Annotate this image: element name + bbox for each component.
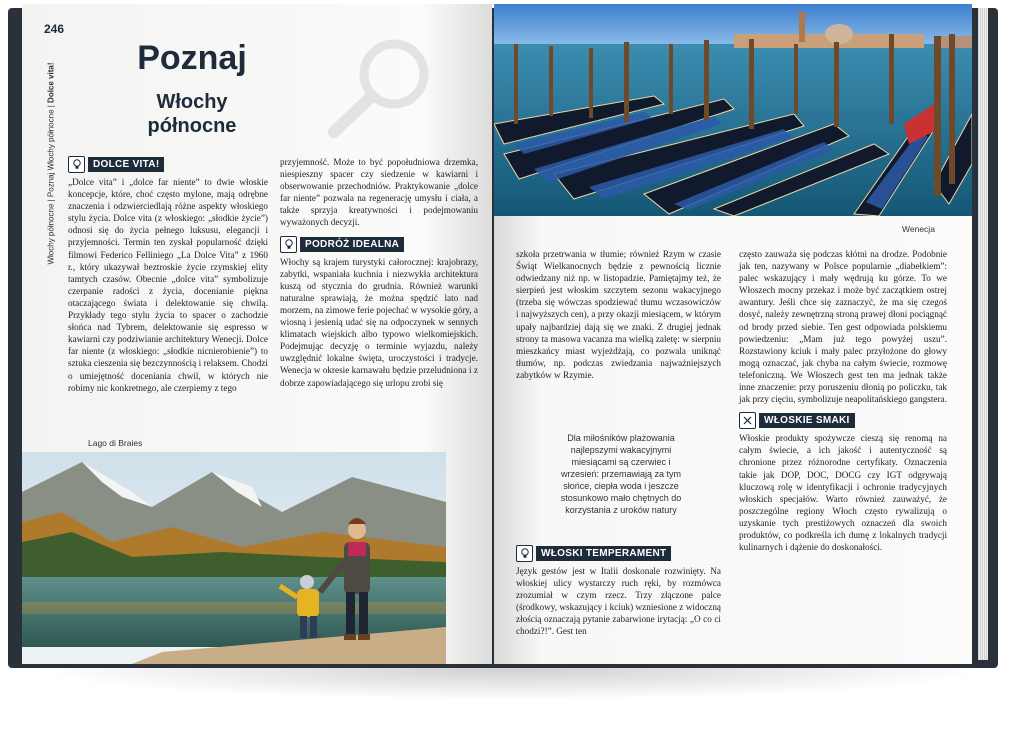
runner-prefix: Włochy północne | Poznaj Włochy północne | — [46, 102, 56, 265]
right-page — [494, 4, 972, 664]
page-subtitle — [107, 90, 277, 138]
photo-caption: Lago di Braies — [88, 438, 143, 448]
page-edges — [978, 8, 988, 660]
left-page — [22, 4, 492, 664]
pull-quote: Dla miłośników plażowania najlepszymi wakacyjnymi miesiącami są czerwiec i wrzesień: przemawiają za tym słońce, ciepła woda i jeszcze stosunkowo mało chętnych do korzystania z uroków natury — [560, 433, 682, 515]
section-smaki-heading — [739, 412, 947, 429]
runner-bold: Dolce vita! — [46, 62, 56, 103]
photo-caption: Wenecja — [902, 224, 935, 234]
lightbulb-icon — [516, 545, 533, 562]
magnifier-icon — [322, 32, 442, 142]
section-dolce-vita-heading — [68, 156, 268, 173]
section-tag: DOLCE VITA! — [88, 157, 164, 172]
column-2 — [280, 156, 478, 389]
lightbulb-icon — [280, 236, 297, 253]
running-header — [36, 54, 62, 284]
smaki-text: Włoskie produkty spożywcze cieszą się renomą na całym świecie, a ich jakość i autentyczność są chronione przez różnorodne certyfikaty. Oznaczenia takie jak DOP, DOC, DOCG czy IGT odgrywają kluczową rolę w identyfikacji i ochronie tradycyjnych włoskich specjałów. Warto również zauważyć, że poszczególne regiony Włoch często rywalizują o uzyskanie tych prestiżowych oznaczeń dla swoich produktów, co podkreśla ich dumę z lokalnych tradycji kulinarnych i dążenie do doskonałości. — [739, 433, 947, 553]
column-4 — [739, 248, 947, 553]
temperament-text: Język gestów jest w Italii doskonale rozwinięty. Na włoskiej ulicy wystarczy ruch ręki, by rozmówca zrozumiał w czym rzecz. Trzy złączone palce (środkowy, wskazujący i kciuk) wzniesione z widoczną złością oznaczają pytanie zabarwione irytacją: „O co ci chodzi?!”. Gest ten — [516, 566, 721, 637]
column-3-lower — [516, 545, 721, 638]
fork-knife-icon — [739, 412, 756, 429]
column-4-text: często zauważa się podczas kłótni na drodze. Podobnie jak ten, nazywany w Polsce popularnie „diabełkiem”: palec wskazujący i mały wędrują ku górze. To we Włoszech mocny przekaz i może być zaczątkiem ostrej awantury. Jeśli chce się zaznaczyć, że ma się czegoś dosyć, należy zewnętrzną stroną prawej dłoni pociągnąć od brody przed siebie. Ten gest odpowiada polskiemu powiedzeniu: „Mam już tego powyżej uszu”. Rozstawiony kciuk i mały palec przyłożone do głowy mogą oznaczać, jak chyba na całym świecie, rozmowę telefoniczną. We Włoszech gest ten ma jednak także inne znaczenie: przy poruszeniu dłonią po policzku, tak jak przy cięciu, symbolizuje neapolitańskiego gangstera. — [739, 249, 947, 405]
subtitle-line-2: północne — [147, 115, 237, 137]
lightbulb-icon — [68, 156, 85, 173]
section-tag: WŁOSKI TEMPERAMENT — [536, 546, 671, 561]
section-tag: WŁOSKIE SMAKI — [759, 413, 855, 428]
section-temperament-heading — [516, 545, 721, 562]
column-3 — [516, 248, 721, 381]
dolce-vita-text: „Dolce vita” i „dolce far niente” to dwie włoskie koncepcje, które, choć często mylone, mają odrębne znaczenia i odzwierciedlają różne aspekty włoskiego stylu życia. Dolce vita (z włoskiego: „słodkie życie”) odnosi się do życia pełnego luksusu, elegancji i przyjemności. Termin ten zyskał popularność dzięki filmowi Federico Felliniego „La Dolce Vita” z 1960 r., który ukazywał beztroskie życie rzymskiej elity tamtych czasów. Obecnie „dolce vita” symbolizuje czerpanie radości z życia, docenianie piękna otaczającego świata i delektowanie się chwilą. Przykłady tego stylu życia to spacer o zachodzie słońca nad Tybrem, delektowanie się espresso w kawiarni czy podziwianie architektury Wenecji. Dolce far niente (z włoskiego: „słodkie nicnierobienie”) to sztuka cieszenia się bezczynnością i relaksem. Chodzi o umiejętność doceniania chwil, w których nie robimy nic konkretnego, ale czerpiemy z tego — [68, 177, 268, 393]
column-2-intro: przyjemność. Może to być popołudniowa drzemka, niespieszny spacer czy siedzenie w kawiarni i obserwowanie przechodniów. Praktykowanie „dolce far niente” pozwala na regenerację umysłu i ciała, a także sprzyja kreatywności i podejmowaniu wyważonych decyzji. — [280, 157, 478, 228]
section-tag: PODRÓŻ IDEALNA — [300, 237, 404, 252]
podroz-text: Włochy są krajem turystyki całorocznej: krajobrazy, zabytki, wspaniała kuchnia i niezwykła architektura kuszą od stycznia do grudnia. Również warunki naturalne sprawiają, że można spędzić lato nad morzem, na zimowe ferie pojechać w wysokie góry, a wiosną i jesienią udać się na odpoczynek w sennych klimatach wiejskich albo typowo wielkomiejskich. Podejmując decyzję o terminie wyjazdu, należy uwzględnić lokalne święta, uroczystości i tradycje. Wenecja w okresie karnawału będzie przeludniona i z dobrze zapowiadającego się urlopu zrobi się — [280, 256, 478, 388]
page-title: Poznaj — [137, 39, 247, 77]
column-1 — [68, 156, 268, 394]
venice-photo — [494, 4, 972, 216]
section-podroz-heading — [280, 236, 478, 253]
subtitle-line-1: Włochy — [156, 91, 228, 113]
column-3-text: szkoła przetrwania w tłumie; również Rzym w czasie Świąt Wielkanocnych będzie z pewnością licznie odwiedzany niż np. w listopadzie. Pamiętajmy też, że sierpień jest włoskim szczytem sezonu wakacyjnego (trzeba się wówczas spodziewać tłumu wczasowiczów i najwyższych cen), a przy okazji miesiącem, w którym upały najbardziej dają się we znaki. Z drugiej jednak strony ta masowa vacanza ma wielką zaletę: w sierpniu mieszkańcy miast wyjeżdżają, co pozwala uniknąć tłumów, np. podczas zwiedzania najważniejszych zabytków w Rzymie. — [516, 249, 721, 380]
lake-photo — [22, 452, 446, 664]
page-number: 246 — [44, 22, 65, 36]
